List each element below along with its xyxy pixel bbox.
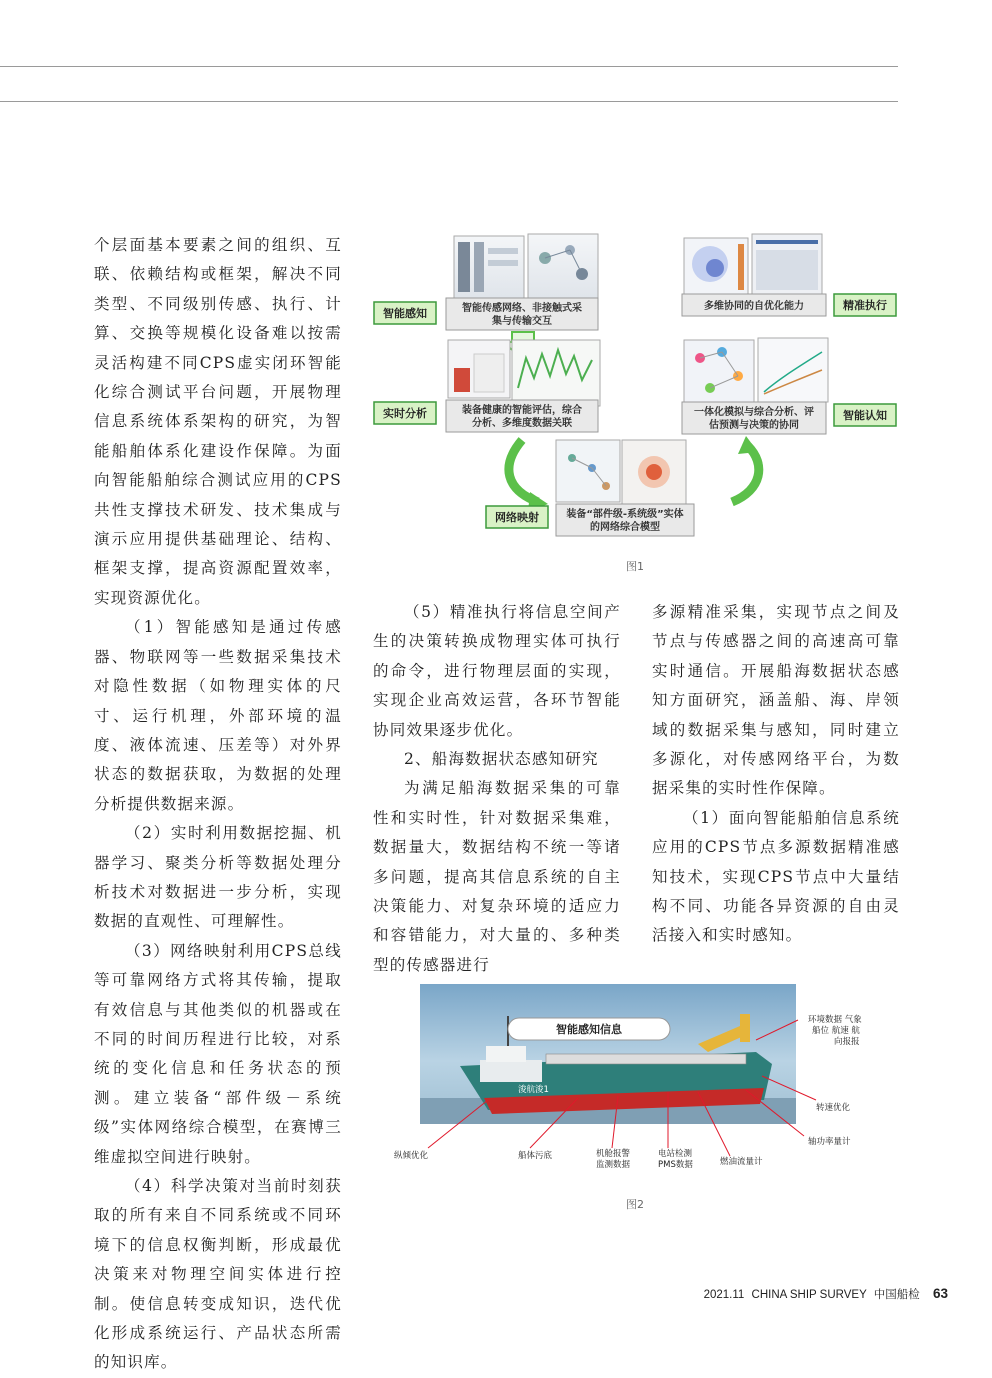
figure-1-caption: 图1: [626, 560, 644, 573]
paragraph: （1）智能感知是通过传感器、物联网等一些数据采集技术对隐性数据（如物理实体的尺寸、运行机理，外部环境的温度、液体流速、压差等）对外界状态的数据获取，为数据的处理分析提供数据来源。: [94, 618, 342, 813]
svg-text:智能认知: 智能认知: [843, 409, 887, 422]
screenshot-integrated-simulation: [684, 338, 828, 402]
svg-text:智能感知: 智能感知: [383, 307, 427, 320]
text-column-1: [94, 231, 342, 1378]
annotation-shaft-power: 轴功率量计: [808, 1137, 851, 1147]
box-cognition-description: [682, 402, 826, 434]
paragraph: 为满足船海数据采集的可靠性和实时性，针对数据采集难，数据量大，数据结构不统一等诸多问题，提高其信息系统的自主决策能力、对复杂环境的适应力和容错能力，对大量的、多种类型的传感器进行: [373, 779, 621, 974]
box-realtime-description: [446, 400, 598, 432]
text-column-3: [652, 598, 900, 951]
header-rule-bottom: [0, 101, 898, 102]
svg-text:多维协同的自优化能力: 多维协同的自优化能力: [704, 301, 804, 312]
curved-arrow-right-icon: [732, 446, 759, 502]
svg-text:的网络综合模型: 的网络综合模型: [590, 522, 660, 533]
svg-text:分析、多维度数据关联: 分析、多维度数据关联: [472, 418, 572, 429]
figure-2-caption: 图2: [626, 1198, 644, 1211]
annotation-power-station: 电站检测: [658, 1149, 693, 1159]
svg-text:浚航浚1: 浚航浚1: [518, 1085, 549, 1095]
paragraph: （1）面向智能船舶信息系统应用的CPS节点多源数据精准感知技术，实现CPS节点中大量结构不同、功能各异资源的自由灵活接入和实时感知。: [652, 808, 900, 945]
svg-text:装备健康的智能评估，综合: 装备健康的智能评估，综合: [462, 405, 582, 416]
annotation-environment: 环境数据 气象: [808, 1015, 862, 1025]
svg-text:一体化模拟与综合分析、评: 一体化模拟与综合分析、评: [694, 407, 814, 418]
label-precise-execution: [834, 294, 896, 316]
svg-text:智能感知信息: 智能感知信息: [556, 1023, 622, 1036]
svg-text:实时分析: 实时分析: [383, 407, 427, 420]
label-intelligent-cognition: [834, 404, 896, 426]
annotation-trim-optimization: 纵倾优化: [394, 1151, 429, 1161]
figure-2-ship-sensing: [368, 980, 898, 1180]
journal-name-en: CHINA SHIP SURVEY: [751, 1289, 867, 1301]
page-footer: [704, 1286, 948, 1302]
annotation-fuel-flow: 燃油流量计: [720, 1157, 763, 1167]
svg-text:估预测与决策的协同: 估预测与决策的协同: [709, 420, 799, 431]
section-heading: 2、船海数据状态感知研究: [404, 750, 599, 769]
annotation-power-station-2: PMS数据: [658, 1160, 693, 1170]
svg-text:智能传感网络、非接触式采: 智能传感网络、非接触式采: [462, 303, 582, 314]
annotation-speed-optimization: 转速优化: [816, 1103, 851, 1113]
annotation-engine-alarm: 机舱报警: [596, 1149, 631, 1159]
box-network-description: [556, 504, 694, 536]
header-rule-top: [0, 66, 898, 67]
screenshot-health-assessment: [448, 340, 600, 406]
curved-arrow-right-head-icon: [738, 436, 758, 454]
banner-intelligent-sensing-info: [508, 1018, 670, 1040]
issue-date: 2021.11: [703, 1289, 745, 1301]
annotation-environment-2: 船位 航速 航: [812, 1026, 860, 1036]
screenshot-self-optimization: [684, 234, 822, 300]
box-sensing-description: [446, 298, 598, 330]
box-execution-description: [682, 294, 826, 316]
label-intelligent-sensing: [374, 302, 436, 324]
paragraph: 多源精准采集，实现节点之间及节点与传感器之间的高速高可靠实时通信。开展船海数据状态感知方面研究，涵盖船、海、岸领域的数据采集与感知，同时建立多源化，对传感网络平台，为数据采集的实时性作保障。: [652, 603, 900, 798]
svg-text:装备“部件级-系统级”实体: 装备“部件级-系统级”实体: [566, 509, 684, 520]
svg-text:精准执行: 精准执行: [843, 299, 887, 312]
paragraph: （5）精准执行将信息空间产生的决策转换成物理实体可执行的命令，进行物理层面的实现，实现企业高效运营，各环节智能协同效果逐步优化。: [373, 603, 621, 739]
paragraph: （2）实时利用数据挖掘、机器学习、聚类分析等数据处理分析技术对数据进一步分析，实现数据的直观性、可理解性。: [94, 824, 342, 931]
text-column-2: [373, 598, 621, 980]
journal-name-cn: 中国船检: [873, 1289, 920, 1301]
annotation-engine-alarm-2: 监测数据: [596, 1160, 631, 1170]
svg-text:集与传输交互: 集与传输交互: [492, 316, 552, 327]
annotation-hull-fouling: 船体污底: [518, 1151, 553, 1161]
figure-1-cps-diagram: [370, 228, 900, 548]
label-network-mapping: [486, 506, 548, 528]
screenshot-network-model: [556, 440, 686, 504]
svg-text:网络映射: 网络映射: [495, 511, 539, 524]
curved-arrow-left-icon: [509, 440, 538, 502]
paragraph: 个层面基本要素之间的组织、互联、依赖结构或框架，解决不同类型、不同级别传感、执行、计算、交换等规模化设备难以按需灵活构建不同CPS虚实闭环智能化综合测试平台问题，开展物理信息系统体系架构的研究，为智能船舶体系化建设作保障。为面向智能船舶综合测试应用的CPS共性支撑技术研发、技术集成与演示应用提供基础理论、结构、框架支撑，提高资源配置效率，实现资源优化。: [94, 236, 342, 607]
label-realtime-analysis: [374, 402, 436, 424]
page-number: 63: [932, 1286, 948, 1301]
screenshot-sensing-network: [454, 234, 598, 300]
annotation-environment-3: 向报报: [834, 1037, 860, 1047]
paragraph: （4）科学决策对当前时刻获取的所有来自不同系统或不同环境下的信息权衡判断，形成最优决策来对物理空间实体进行控制。使信息转变成知识，迭代优化形成系统运行、产品状态所需的知识库。: [94, 1177, 342, 1372]
paragraph: （3）网络映射利用CPS总线等可靠网络方式将其传输，提取有效信息与其他类似的机器或在不同的时间历程进行比较，对系统的变化信息和任务状态的预测。建立装备“部件级－系统级”实体网络综合模型，在赛博三维虚拟空间进行映射。: [94, 941, 342, 1166]
